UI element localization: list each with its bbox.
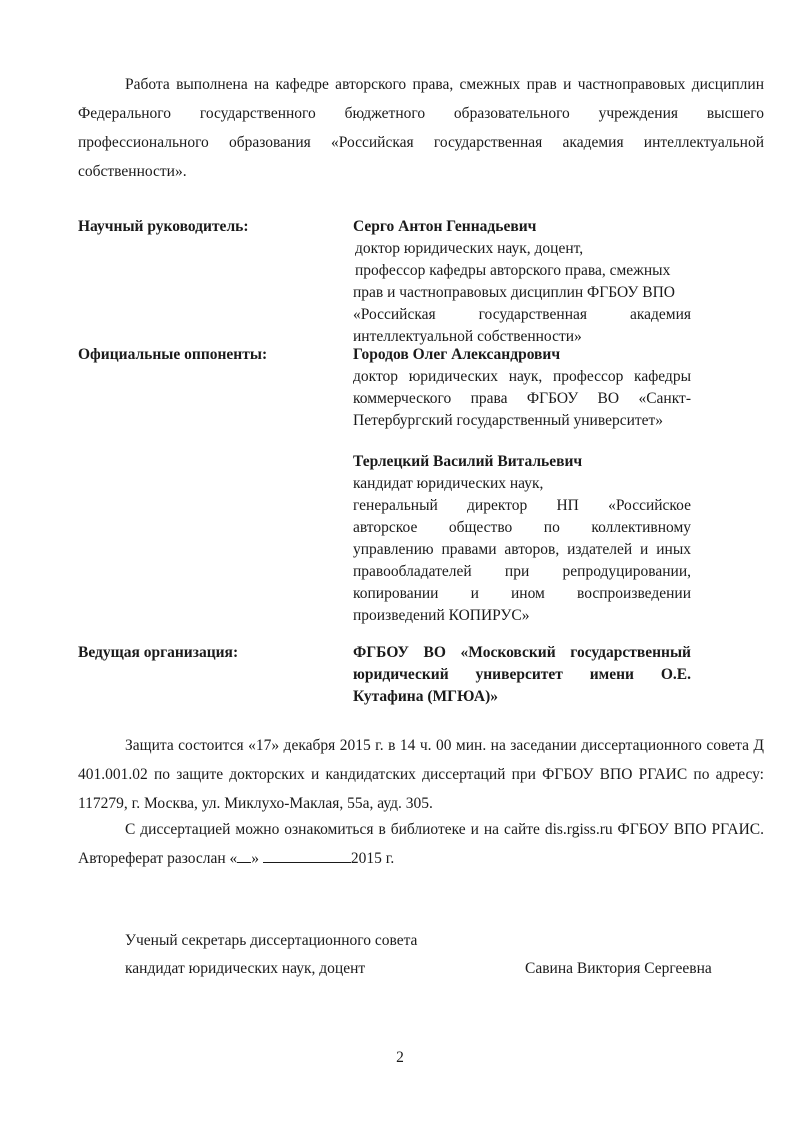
day-blank	[237, 848, 251, 863]
secretary-degree: кандидат юридических наук, доцент	[125, 960, 366, 977]
leading-org-block	[353, 642, 691, 708]
opponent-1-block	[353, 344, 691, 432]
supervisor-position-3: «Российская государственная академия	[353, 306, 691, 323]
supervisor-degree: доктор юридических наук, доцент,	[355, 240, 584, 257]
secretary-name: Савина Виктория Сергеевна	[525, 960, 712, 977]
opponent-2-line-4: управлению правами авторов, издателей и иных	[353, 541, 691, 558]
library-year: 2015 г.	[350, 850, 395, 867]
opponent-2-line-1: кандидат юридических наук,	[353, 475, 544, 492]
opponent-1-line-3: Петербургский государственный университет»	[353, 412, 664, 429]
supervisor-position-4: интеллектуальной собственности»	[353, 328, 582, 345]
opponent-1-line-2: коммерческого права ФГБОУ ВО «Санкт-	[353, 390, 691, 407]
intro-paragraph: Работа выполнена на кафедре авторского права, смежных прав и частноправовых дисциплин Федерального государственного бюджетного образовательного учреждения высшего профессионального образования «Российская государственная академия интеллектуальной собственности».	[78, 76, 764, 180]
defense-paragraph: Защита состоится «17» декабря 2015 г. в 14 ч. 00 мин. на заседании диссертационного совета Д 401.001.02 по защите докторских и кандидатских диссертаций при ФГБОУ ВПО РГАИС по адресу: 117279, г. Москва, ул. Миклухо-Маклая, 55а, ауд. 305.	[78, 737, 764, 812]
month-blank	[263, 848, 351, 863]
supervisor-label: Научный руководитель:	[78, 218, 249, 235]
page-number: 2	[396, 1049, 404, 1066]
library-quote-close: »	[251, 850, 260, 867]
opponent-1-name: Городов Олег Александрович	[353, 346, 561, 363]
leading-org-line-2: юридический университет имени О.Е.	[353, 666, 691, 683]
supervisor-position-2: прав и частноправовых дисциплин ФГБОУ ВПО	[353, 284, 675, 301]
opponent-2-line-7: произведений КОПИРУС»	[353, 607, 530, 624]
opponent-2-block	[353, 451, 691, 627]
supervisor-name: Серго Антон Геннадьевич	[353, 218, 537, 235]
opponents-label: Официальные оппоненты:	[78, 346, 268, 363]
opponent-2-name: Терлецкий Василий Витальевич	[353, 453, 583, 470]
opponent-2-line-3: авторское общество по коллективному	[353, 519, 691, 536]
leading-org-line-3: Кутафина (МГЮА)»	[353, 688, 498, 705]
opponent-2-line-6: копировании и ином воспроизведении	[353, 585, 691, 602]
opponent-2-line-2: генеральный директор НП «Российское	[353, 497, 691, 514]
opponent-1-line-1: доктор юридических наук, профессор кафедры	[353, 368, 691, 385]
secretary-title: Ученый секретарь диссертационного совета	[125, 932, 418, 949]
supervisor-block	[353, 216, 691, 348]
opponent-2-line-5: правообладателей при репродуцировании,	[353, 563, 691, 580]
leading-org-line-1: ФГБОУ ВО «Московский государственный	[353, 644, 691, 661]
leading-org-label: Ведущая организация:	[78, 644, 239, 661]
supervisor-position-1: профессор кафедры авторского права, смежных	[355, 262, 671, 279]
library-paragraph	[78, 815, 764, 873]
library-text: С диссертацией можно ознакомиться в библиотеке и на сайте dis.rgiss.ru ФГБОУ ВПО РГАИС. Автореферат разослан «	[78, 821, 764, 867]
